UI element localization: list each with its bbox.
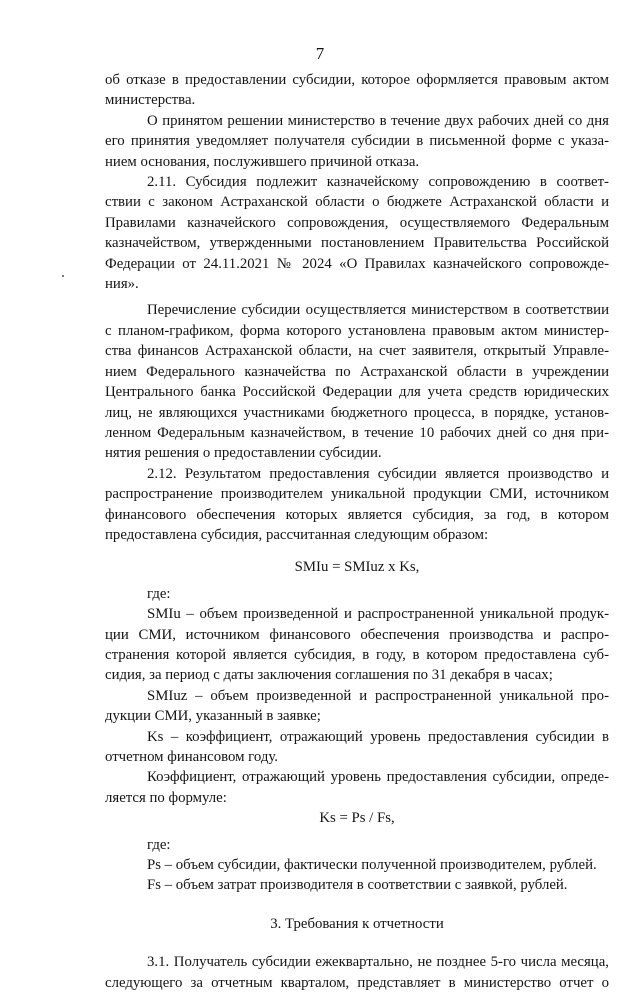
text-line: Ks – коэффициент, отражающий уровень предоставления субсидии в bbox=[147, 728, 609, 745]
text-line: лиц, не являющихся участниками бюджетного процесса, в порядке, установ- bbox=[105, 404, 609, 421]
text-line: нятия решения о предоставлении субсидии. bbox=[105, 445, 382, 462]
text-line: предоставлена субсидия, рассчитанная следующим образом: bbox=[105, 526, 489, 543]
text-line: с планом-графиком, форма которого установлена правовым актом министер- bbox=[105, 322, 609, 339]
page-number: 7 bbox=[315, 44, 325, 63]
text-line: ния». bbox=[105, 276, 139, 293]
text-line: 3.1. Получатель субсидии ежеквартально, не позднее 5-го числа месяца, bbox=[147, 954, 609, 971]
formula: SMIu = SMIuz x Ks, bbox=[294, 559, 420, 576]
text-line: сидия, за период с даты заключения соглашения по 31 декабря в часах; bbox=[105, 667, 553, 684]
text-line: Центрального банка Российской Федерации для учета средств юридических bbox=[105, 384, 609, 401]
text-line: распространение производителем уникальной продукции СМИ, источником bbox=[105, 486, 609, 503]
text-line: SMIuz – объем произведенной и распространенной уникальной про- bbox=[147, 687, 609, 704]
section-heading: 3. Требования к отчетности bbox=[270, 915, 444, 932]
text-line: ствии с законом Астраханской области о бюджете Астраханской области и bbox=[105, 194, 609, 211]
text-line: отчетном финансовом году. bbox=[105, 749, 279, 765]
text-line: ленном Федеральным казначейством, в течение 10 рабочих дней со дня при- bbox=[105, 424, 609, 441]
text-line: казначейством, утвержденными постановлением Правительства Российской bbox=[105, 235, 609, 252]
text-line: Федерации от 24.11.2021 № 2024 «О Правилах казначейского сопровожде- bbox=[105, 255, 609, 272]
text-line: об отказе в предоставлении субсидии, которое оформляется правовым актом bbox=[105, 72, 609, 88]
text-line: SMIu – объем произведенной и распространенной уникальной продук- bbox=[147, 606, 609, 623]
text-line: 2.12. Результатом предоставления субсидии является производство и bbox=[147, 465, 609, 482]
text-line: дукции СМИ, указанный в заявке; bbox=[105, 708, 321, 725]
text-line: финансового обеспечения которых является субсидия, за год, в котором bbox=[105, 506, 609, 523]
text-line: ства финансов Астраханской области, на счет заявителя, открытый Управле- bbox=[105, 343, 609, 360]
text-line: где: bbox=[147, 585, 171, 602]
text-line: его принятия уведомляет получателя субсидии в письменной форме с указа- bbox=[105, 133, 609, 150]
text-line: где: bbox=[147, 836, 171, 853]
text-line: министерства. bbox=[105, 92, 196, 109]
text-line: Fs – объем затрат производителя в соответствии с заявкой, рублей. bbox=[147, 877, 568, 894]
text-line: Ps – объем субсидии, фактически полученной производителем, рублей. bbox=[147, 857, 597, 874]
text-line: ции СМИ, источником финансового обеспечения производства и распро- bbox=[105, 626, 609, 643]
text-line: нием основания, послужившего причиной отказа. bbox=[105, 153, 420, 170]
text-line: странения которой является субсидия, в году, в котором предоставлена суб- bbox=[105, 646, 609, 663]
text-line: 2.11. Субсидия подлежит казначейскому сопровождению в соответ- bbox=[147, 174, 609, 191]
text-line: следующего за отчетным кварталом, представляет в министерство отчет о bbox=[105, 974, 609, 991]
formula: Ks = Ps / Fs, bbox=[319, 810, 395, 827]
text-line: ляется по формуле: bbox=[105, 789, 227, 806]
text-line: нием Федерального казначейства по Астраханской области в учреждении bbox=[105, 363, 609, 380]
scan-speck bbox=[62, 275, 64, 277]
text-line: Коэффициент, отражающий уровень предоставления субсидии, опреде- bbox=[147, 769, 609, 786]
text-line: О принятом решении министерство в течение двух рабочих дней со дня bbox=[147, 112, 609, 129]
page-body bbox=[105, 70, 609, 993]
text-line: Перечисление субсидии осуществляется министерством в соответствии bbox=[147, 302, 609, 319]
text-line: Правилами казначейского сопровождения, осуществляемого Федеральным bbox=[105, 214, 609, 231]
